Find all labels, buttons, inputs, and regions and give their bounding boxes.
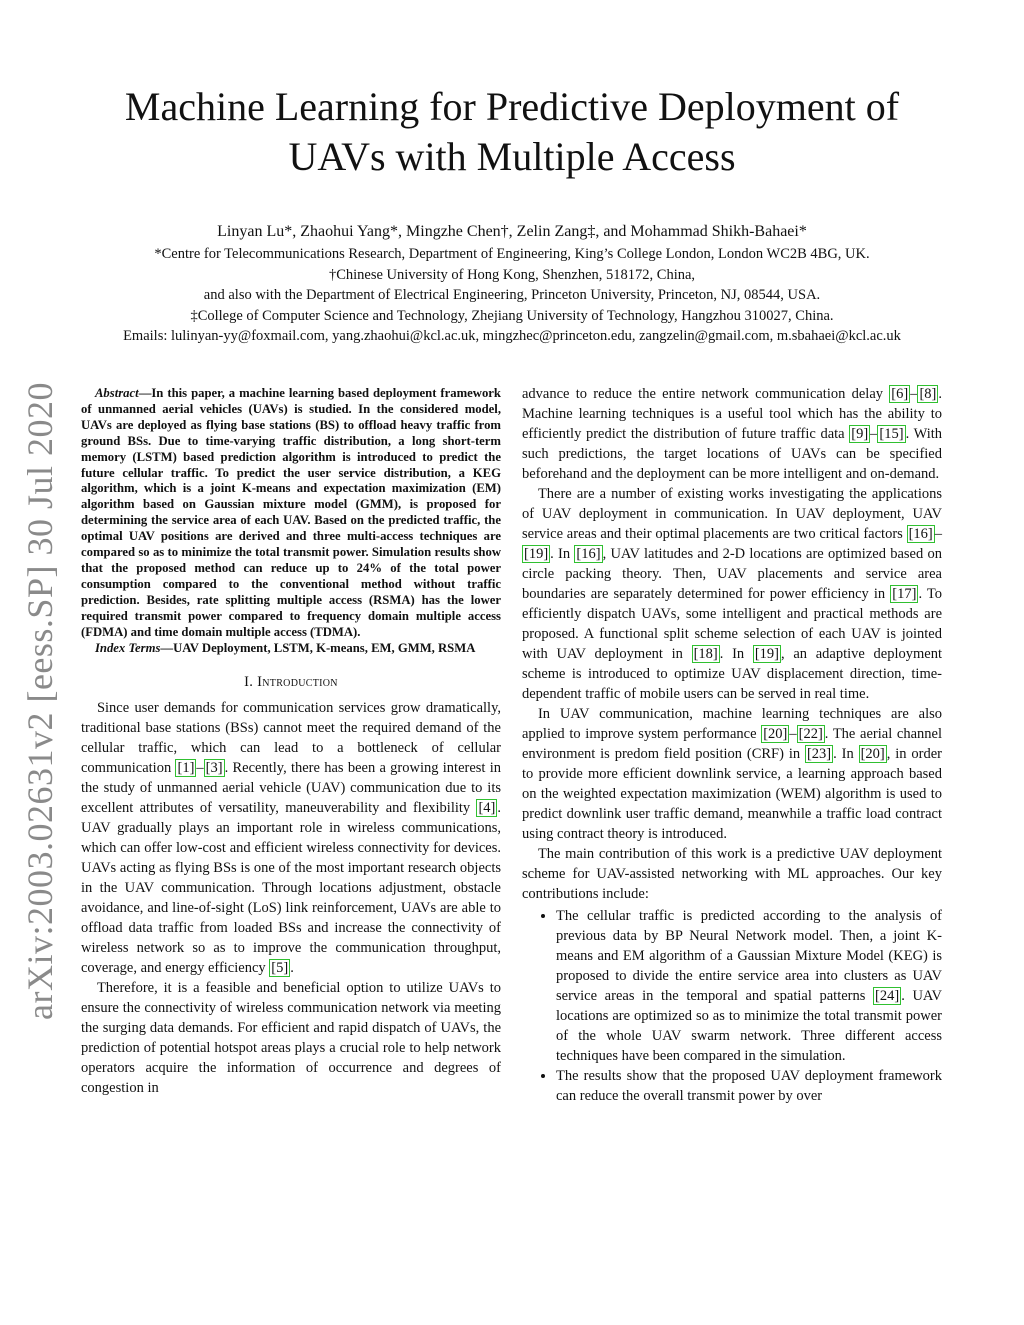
citation-link[interactable]: [16] bbox=[576, 546, 601, 562]
citation-link[interactable]: [16] bbox=[908, 526, 933, 542]
citation-link[interactable]: [19] bbox=[754, 646, 780, 662]
title-line-1: Machine Learning for Predictive Deployment of bbox=[124, 84, 900, 129]
abstract-label: Abstract bbox=[94, 386, 139, 400]
citation-link[interactable]: [6] bbox=[891, 386, 909, 402]
citation-link[interactable]: [5] bbox=[271, 960, 289, 977]
citation-link[interactable]: [18] bbox=[693, 646, 718, 662]
author-list: Linyan Lu*, Zhaohui Yang*, Mingzhe Chen†, Zelin Zang‡, and Mohammad Shikh-Bahaei* bbox=[217, 223, 807, 240]
arxiv-identifier: arXiv:2003.02631v2 [eess.SP] 30 Jul 2020 bbox=[20, 382, 60, 1020]
intro-paragraph-1: Since user demands for communication services grow dramatically, traditional base stations (BSs) cannot meet the required demand of the cellular traffic, which can lead to a bottleneck of cellular communication [1] – [3] . Recently, there has been a growing interest in the study of unmanned aerial vehicle (UAV) communication due to its excellent attributes of versatility, maneuverability and flexibility [4] . UAV gradually plays an important role in wireless communications, which can offer low-cost and efficient wireless connectivity for devices. UAVs acting as flying BSs is one of the most important research objects in the UAV communication. Through locations adjustment, obstacle avoidance, and line-of-sight (LoS) link reinforcement, UAVs are able to offload data traffic from loaded BSs and increase the connectivity of wireless network so as to improve the communication throughput, coverage, and energy efficiency [5] . bbox=[81, 700, 502, 977]
list-item: • The results show that the proposed UAV deployment framework can reduce the overall transmit power by over bbox=[556, 1066, 942, 1106]
citation-link[interactable]: [23] bbox=[806, 746, 832, 762]
citation-link[interactable]: [20] bbox=[860, 746, 885, 762]
citation-link[interactable]: [9] bbox=[851, 426, 869, 442]
left-column bbox=[81, 386, 501, 1098]
contribution-list bbox=[522, 906, 942, 1106]
section-heading-introduction bbox=[81, 672, 501, 692]
intro-paragraph-3: advance to reduce the entire network communication delay [6] – [8] . Machine learning techniques is a useful tool which has the ability to efficiently predict the distribution of future traffic data [9] – [15] . With such predictions, the target locations of UAVs can be specified beforehand and the deployment can be more intelligent and on-demand. bbox=[522, 386, 943, 482]
index-terms-text: —UAV Deployment, LSTM, K-means, EM, GMM, RSMA bbox=[160, 640, 476, 655]
paper-title bbox=[60, 82, 964, 182]
citation-link[interactable]: [8] bbox=[919, 386, 937, 402]
citation-link[interactable]: [1] bbox=[177, 760, 195, 777]
citation-link[interactable]: [3] bbox=[205, 760, 223, 777]
citation-link[interactable]: [17] bbox=[892, 586, 917, 602]
affiliation-line: *Centre for Telecommunications Research, Department of Engineering, King’s College London, London WC2B 4BG, UK. bbox=[154, 246, 870, 262]
intro-paragraph-2: Therefore, it is a feasible and beneficial option to utilize UAVs to ensure the connectivity of wireless communication network via meeting the surging data demands. For efficient and rapid dispatch of UAVs, the prediction of potential hotspot areas plays a crucial role to help network operators acquire the information of occurrence and degrees of congestion in bbox=[81, 980, 501, 1097]
intro-paragraph-6: The main contribution of this work is a predictive UAV deployment scheme for UAV-assisted networking with ML approaches. Our key contributions include: bbox=[522, 846, 942, 902]
right-column bbox=[522, 384, 942, 1106]
citation-link[interactable]: [24] bbox=[875, 988, 900, 1004]
section-title: Introduction bbox=[257, 674, 338, 691]
citation-link[interactable]: [22] bbox=[798, 726, 823, 742]
affiliation-line: ‡College of Computer Science and Technology, Zhejiang University of Technology, Hangzhou 310027, China. bbox=[190, 307, 834, 324]
title-line-2: UAVs with Multiple Access bbox=[288, 134, 736, 179]
affiliations bbox=[40, 244, 984, 347]
citation-link[interactable]: [20] bbox=[763, 726, 788, 742]
affiliation-line: and also with the Department of Electrical Engineering, Princeton University, Princeton, NJ, 08544, USA. bbox=[203, 287, 821, 303]
index-terms-label: Index Terms bbox=[94, 640, 161, 655]
affiliation-line: †Chinese University of Hong Kong, Shenzhen, 518172, China, bbox=[328, 266, 696, 283]
abstract bbox=[81, 386, 501, 641]
citation-link[interactable]: [4] bbox=[478, 800, 496, 817]
citation-link[interactable]: [19] bbox=[524, 546, 549, 562]
citation-link[interactable]: [15] bbox=[879, 426, 904, 442]
index-terms bbox=[81, 641, 501, 657]
intro-paragraph-4: There are a number of existing works investigating the applications of UAV deployment in communication. In UAV deployment, UAV service areas and their optimal placements are two critical factors [16] –[19] . In [16] , UAV latitudes and 2-D locations are optimized based on circle packing theory. Then, UAV placements and service area boundaries are separately determined for power efficiency in [17] . To efficiently dispatch UAVs, some intelligent and practical methods are proposed. A functional split scheme selection of each UAV is jointed with UAV deployment in [18] . In [19] , an adaptive deployment scheme is introduced to optimize UAV displacement direction, time-dependent traffic of mobile users can be served in real time. bbox=[522, 486, 942, 702]
list-item: • The cellular traffic is predicted according to the analysis of previous data by BP Neural Network model. Then, a joint K-means and EM algorithm of a Gaussian Mixture Model (KEG) is proposed to divide the entire service area into clusters as UAV service areas in the temporal and spatial patterns [24] . UAV locations are optimized so as to minimize the total transmit power of the whole UAV swarm network. Three different access techniques have been compared in the simulation. bbox=[556, 906, 942, 1066]
section-number: I. bbox=[244, 674, 258, 691]
abstract-text: —In this paper, a machine learning based deployment framework of unmanned aerial vehicles (UAVs) is studied. In the considered model, UAVs are deployed as flying base stations (BS) to offload heavy traffic from ground BSs. Due to time-varying traffic distribution, a long short-term memory (LSTM) based prediction algorithm is introduced to predict the future cellular traffic. To predict the user service distribution, a KEG algorithm, which is a joint K-means and expectation maximization (EM) algorithm based on Gaussian mixture model (GMM), is proposed for determining the service area of each UAV. Based on the predicted traffic, the optimal UAV positions are derived and three multi-access techniques are compared so as to minimize the total transmit power. Simulation results show that the proposed method can reduce up to 24% of the total power consumption compared to the conventional method without traffic prediction. Besides, rate splitting multiple access (RSMA) has the lower required transmit power compared to frequency domain multiple access (FDMA) and time domain multiple access (TDMA). bbox=[81, 386, 501, 639]
email-line: Emails: lulinyan-yy@foxmail.com, yang.zhaohui@kcl.ac.uk, mingzhec@princeton.edu, zangzelin@gmail.com, m.sbahaei@kcl.ac.uk bbox=[123, 328, 901, 344]
intro-paragraph-5: In UAV communication, machine learning techniques are also applied to improve system performance [20] – [22] . The aerial channel environment is predom field position (CRF) in [23] . In [20] , in order to provide more efficient downlink service, a learning approach based on the weighted expectation maximization (WEM) algorithm is used to predict downlink user traffic demand, meanwhile a traffic load contract using contract theory is introduced. bbox=[522, 706, 942, 842]
